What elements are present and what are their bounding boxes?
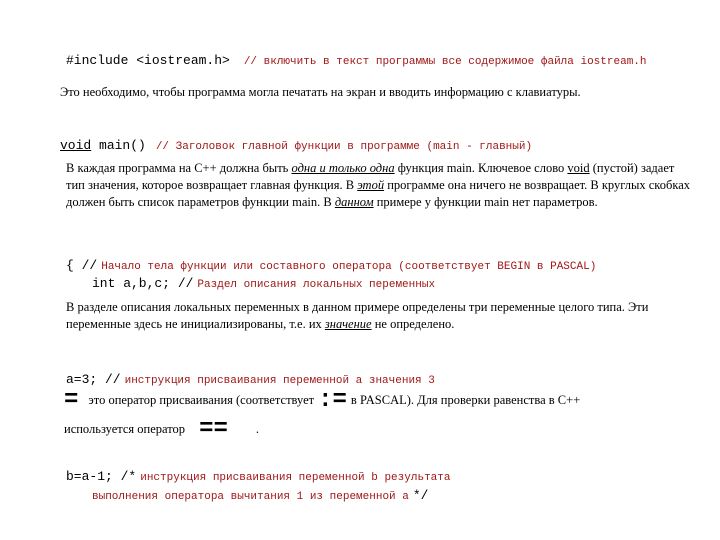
subtraction-line-cont — [92, 486, 428, 504]
pascal-assign-symbol: := — [318, 387, 347, 414]
main-line — [60, 136, 532, 154]
brace-line — [66, 256, 596, 274]
main-signature: main() — [91, 138, 146, 153]
include-directive: #include <iostream.h> — [66, 53, 230, 68]
para1-text-5: примере у функции main нет параметров. — [373, 195, 598, 209]
para2-text-2: не определено. — [371, 317, 455, 331]
main-comment: // Заголовок главной функции в программе (main - главный) — [155, 141, 533, 153]
declaration-line — [92, 274, 435, 292]
assignment-code: a=3; // — [66, 372, 121, 387]
para2-value-word: значение — [324, 317, 372, 331]
subtraction-code: b=a-1; /* — [66, 469, 137, 484]
equality-operator-text-2: . — [255, 422, 259, 436]
open-brace-code: { // — [66, 258, 98, 273]
declaration-explanation — [66, 299, 696, 333]
include-comment: // включить в текст программы все содержимое файла iostream.h — [243, 56, 647, 68]
equality-operator-line — [64, 414, 259, 441]
subtraction-comment-2: выполнения оператора вычитания 1 из переменной a — [92, 491, 409, 503]
para1-emphasis-one: одна и только одна — [291, 161, 395, 175]
comment-close: */ — [412, 488, 429, 503]
assign-operator-text-2: в PASCAL). Для проверки равенства в С++ — [350, 393, 581, 407]
para1-text-1: В каждая программа на С++ должна быть — [66, 161, 292, 175]
main-explanation — [66, 160, 696, 211]
para2-text-1: В разделе описания локальных переменных в данном примере определены три переменные целого типа. Эти переменные здесь не инициализированы, т.е. их — [66, 300, 649, 331]
para1-text-3: (пустой) задает тип значения, которое возвращает главная функция. В — [66, 161, 675, 192]
equality-operator-text-1: используется оператор — [64, 422, 186, 436]
assignment-comment: инструкция присваивания переменной a значения 3 — [124, 375, 435, 387]
equality-operator-symbol: == — [199, 416, 228, 443]
void-keyword: void — [60, 138, 92, 153]
para1-text-2: функция main. Ключевое слово — [394, 161, 568, 175]
para1-given-word: данном — [334, 195, 374, 209]
brace-comment: Начало тела функции или составного оператора (соответствует BEGIN в PASCAL) — [101, 261, 597, 273]
assign-operator-line — [64, 385, 580, 412]
declaration-comment: Раздел описания локальных переменных — [197, 279, 436, 291]
subtraction-line — [66, 467, 450, 485]
assign-operator-text-1: это оператор присваивания (соответствует — [88, 393, 315, 407]
assign-operator-symbol: = — [64, 387, 79, 414]
include-explanation: Это необходимо, чтобы программа могла печатать на экран и вводить информацию с клавиатуры. — [60, 85, 581, 99]
para1-this-word: этой — [357, 178, 385, 192]
para1-text-4: программе она ничего не возвращает. В круглых скобках должен быть список параметров функции main. В — [66, 178, 691, 209]
subtraction-comment-1: инструкция присваивания переменной b результата — [140, 472, 451, 484]
para1-void-word: void — [567, 161, 590, 175]
declaration-code: int a,b,c; // — [92, 276, 194, 291]
include-line — [66, 51, 647, 69]
